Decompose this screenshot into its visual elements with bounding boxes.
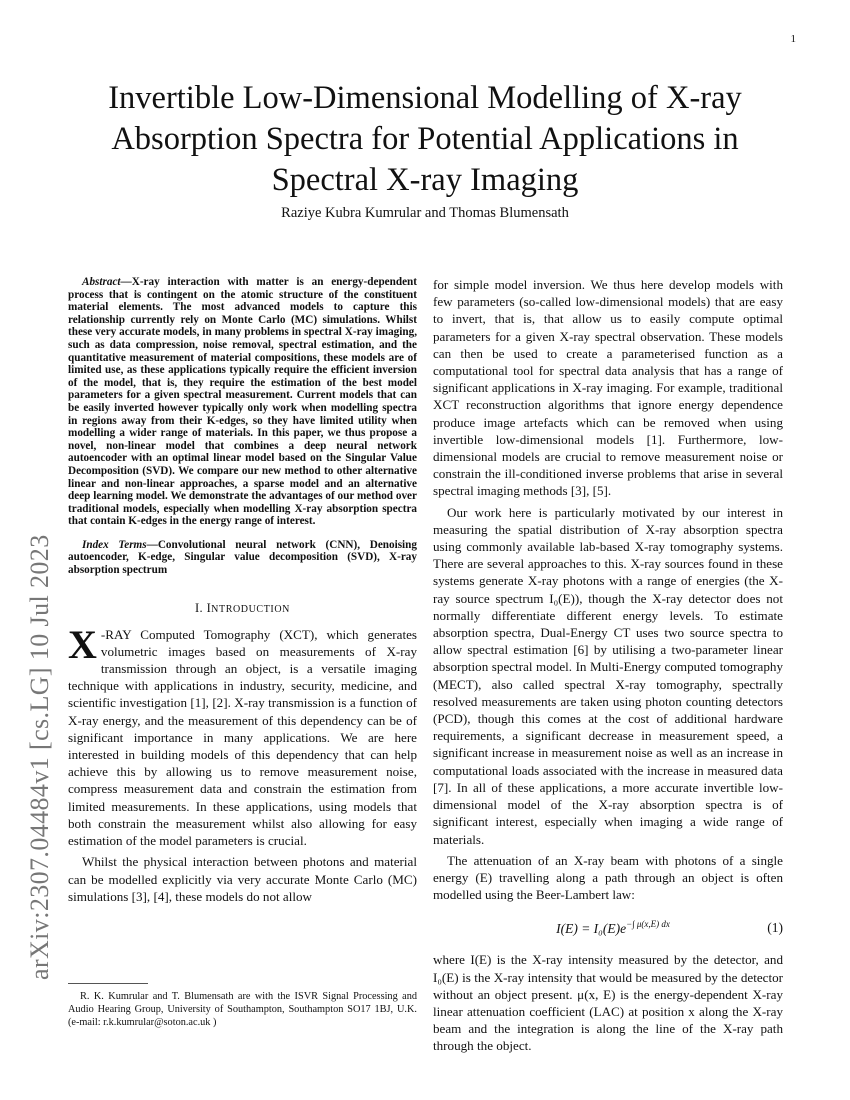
intro-p1-text: -RAY Computed Tomography (XCT), which generates volumetric images based on measurements of X-ray transmission through an object, is a versatile imaging technique with applications in industry, security, medicine, and scientific investigation [1], [2]. X-ray transmission is a function of X-ray energy, and the measurement of this dependency can be of significant importance in many applications. We are here interested in building models of this dependency that can help achieve this by allowing us to remove measurement noise, compress measurement data and constrain the estimation from limited measurements. In these applications, using models that both constrain the measurement whilst also allowing for easy estimation of the model parameters is crucial. [68,626,417,849]
abstract: Abstract—X-ray interaction with matter is an energy-dependent process that is contingent on the atomic structure of the constituent material elements. The most advanced models to capture this relationship currently rely on Monte Carlo (MC) simulations. Whilst these very accurate models, in many problems in spectral X-ray imaging, such as data compression, noise removal, spectral estimation, and the quantitative measurement of material compositions, these models are of limited use, as these applications typically require the efficient inversion of the model, that is, they require the estimation of the best model parameters for a given spectral measurement. Current models that can be easily inverted however typically only work when modelling spectra in regions away from their K-edges, so they have limited utility when modelling a wider range of materials. In this paper, we thus propose a novel, non-linear model that combines a deep neural network autoencoder with an optimal linear model based on the Singular Value Decomposition (SVD). We compare our new method to other alternative linear and non-linear approaches, a sparse model and an alternative deep learning model. We demonstrate the advantages of our method over traditional models, especially when modelling X-ray absorption spectra that contain K-edges in the energy range of interest. [68,276,417,528]
intro-paragraph-3: for simple model inversion. We thus here develop models with few parameters (so-called low-dimensional models) that are easy to invert, that is, that allow us to easily compute optimal parameters for a given X-ray spectral observation. These models can then be used to create a parameterised function as a computational tool for spectral data analysis that has a range of significant applications in X-ray imaging. For example, traditional XCT reconstruction algorithms that ignore energy dependence produce image artefacts which can be removed when using invertible low-dimensional models [1]. Furthermore, low-dimensional models are crucial to remove measurement noise or constrain the ill-conditioned inverse problems that arise in several spectral imaging methods [3], [5]. [433,277,783,499]
intro-paragraph-5: The attenuation of an X-ray beam with photons of a single energy (E) travelling along a path through an object is often modelled using the Beer-Lambert law: [433,852,783,903]
equation-body [433,919,753,937]
footnote: R. K. Kumrular and T. Blumensath are with the ISVR Signal Processing and Audio Hearing Group, University of Southampton, Southampton SO17 1BJ, U.K. (e-mail: r.k.kumrular@soton.ac.uk ) [68,991,417,1028]
left-column [68,276,417,905]
section-heading [68,601,417,616]
dropcap: X [68,621,97,667]
equation-lhs: I(E) = I₀(E)e [556,921,627,937]
paper-title: Invertible Low-Dimensional Modelling of X-ray Absorption Spectra for Potential Applications in Spectral X-ray Imaging [108,80,742,198]
intro-paragraph-1 [68,621,417,850]
equation-exponent: −∫ μ(x,E) dx [626,919,670,930]
abstract-text: X-ray interaction with matter is an energy-dependent process that is contingent on the atomic structure of the constituent material elements. The most advanced models to capture this relationship currently rely on Monte Carlo (MC) simulations. Whilst these very accurate models, in many problems in spectral X-ray imaging, such as data compression, noise removal, spectral estimation, and the quantitative measurement of material compositions, these models are of limited use, as these applications typically require the efficient inversion of the model, that is, they require the estimation of the best model parameters for a given spectral measurement. Current models that can be easily inverted however typically only work when modelling spectra in regions away from their K-edges, so they have limited utility when modelling a wider range of materials. In this paper, we thus propose a novel, non-linear model that combines a deep neural network autoencoder with an optimal linear model based on the Singular Value Decomposition (SVD). We compare our new method to other alternative linear and non-linear approaches, a sparse model and an alternative deep learning model. We demonstrate the advantages of our method over traditional models, especially when modelling X-ray absorption spectra that contain K-edges in the energy range of interest. [68,276,417,528]
right-column [433,276,783,1055]
equation-1 [433,911,783,945]
page-number: 1 [790,33,796,45]
authors: Raziye Kubra Kumrular and Thomas Blumensath [281,205,569,221]
section-numeral: I. I [194,600,212,615]
index-terms-label: Index Terms [82,538,147,551]
index-terms: Index Terms—Convolutional neural network (CNN), Denoising autoencoder, K-edge, Singular value decomposition (SVD), X-ray absorption spectrum [68,538,417,577]
abstract-label: Abstract [82,276,121,288]
footnote-rule [68,983,148,984]
equation-number: (1) [767,920,783,936]
intro-paragraph-4: Our work here is particularly motivated by our interest in measuring the spatial distribution of X-ray absorption spectra using commonly available lab-based X-ray tomography systems. There are several approaches to this. X-ray sources found in these systems generate X-ray photons with a range of energies (the X-ray source spectrum I₀(E)), though the X-ray detector does not normally differentiate different energy levels. To estimate absorption spectra, Dual-Energy CT uses two source spectra to allow spectral estimation [6] by utilising a two-parameter linear absorption spectral model. In Multi-Energy computed tomography (MECT), also called spectral X-ray tomography, spectrally resolved measurements are taken using photon counting detectors (PCD), though this comes at the cost of additional hardware requirements, a significant decrease in measurement speed, a significant increase in measurement noise as well as an increase in computational loads associated with the increase in measured data [7]. In all of these applications, a more accurate invertible low-dimensional model of the X-ray absorption spectra is of significant interest, especially when imaging a wide range of materials. [433,504,783,847]
index-terms-text: Convolutional neural network (CNN), Denoising autoencoder, K-edge, Singular value decomposition (SVD), X-ray absorption spectrum [68,538,417,577]
intro-paragraph-2: Whilst the physical interaction between photons and material can be modelled explicitly via very accurate Monte Carlo (MC) simulations [3], [4], these models do not allow [68,854,417,904]
arxiv-stamp: arXiv:2307.04484v1 [cs.LG] 10 Jul 2023 [25,534,54,980]
section-name: NTRODUCTION [211,603,290,615]
intro-paragraph-6: where I(E) is the X-ray intensity measured by the detector, and I₀(E) is the X-ray intensity that would be measured by the detector without an object present. μ(x, E) is the energy-dependent X-ray linear attenuation coefficient (LAC) at position x along the X-ray beam and the integration is along the line of the X-ray path through the object. [433,952,783,1054]
